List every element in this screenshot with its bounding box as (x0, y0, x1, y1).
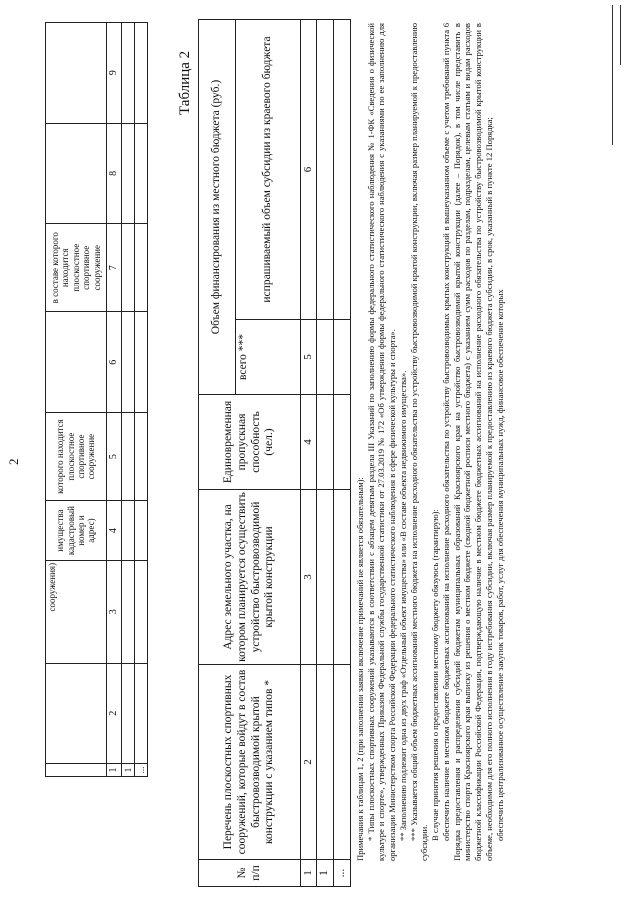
header-list: Перечень плоскостных спортивных сооружений, которые войдут в состав быстровозводимой крытой конструкции с указанием типов * (199, 665, 301, 860)
table-1-header-cell: в составе которого находится плоскостное спортивное сооружение (46, 224, 107, 312)
table-1-cell (121, 312, 134, 413)
table-1-cell (121, 663, 134, 764)
table-row (317, 20, 334, 887)
table-1-cell (134, 123, 147, 224)
table-2-cell: ... (333, 860, 350, 887)
table-2-number-cell: 4 (301, 395, 317, 490)
header-capacity: Единовременная пропускная способность (чел.) (199, 395, 301, 490)
edge-line (612, 5, 613, 145)
table-2-number-cell: 5 (301, 320, 317, 395)
table-1-number-cell: 5 (107, 412, 122, 500)
table-1-number-cell: 9 (107, 23, 122, 124)
header-subsidy: испрашиваемый объем субсидии из краевого бюджета (236, 20, 301, 320)
table-2-number-cell: 3 (301, 490, 317, 665)
guarantee-intro: В случае принятия решения о предоставлении местному бюджету обязуюсь (гарантирую): (430, 509, 441, 841)
table-1-header-cell (46, 312, 107, 413)
table-2-header-row (199, 20, 236, 887)
table-1-header-cell: которого находится плоскостное спортивное сооружение (46, 412, 107, 500)
table-1-number-cell: 3 (107, 560, 122, 663)
table-1-cell (121, 501, 134, 561)
edge-line (620, 5, 621, 65)
table-1-cell (121, 224, 134, 312)
note-fill: ** Заполнению подлежит одна из двух граф «Отдельный объект имущества» или «В составе объекта недвижимого имущества». (397, 370, 408, 841)
table-2-cell (333, 395, 350, 490)
table-2-cell (317, 320, 334, 395)
table-1-number-cell: 4 (107, 501, 122, 561)
table-1-number-cell: 6 (107, 312, 122, 413)
table-2-cell: 1 (317, 860, 334, 887)
table-1-cell (134, 312, 147, 413)
table-1-cell (121, 412, 134, 500)
table-1-header-cell: имущества кадастровый номер и адрес) (46, 501, 107, 561)
guarantee-budget: обеспечить наличие в местном бюджете бюджетных ассигнований на исполнение расходного обязательства по устройству быстровозводимых крытых конструкций в вышеуказанном объеме с учетом требований пункта 6 Порядка предоставления и распределения субсидий бюджетам муниципальных образований Красноярского края на устройство быстровозводимой крытой конструкции (далее – Порядок), в том числе представить в министерство спорта Красноярского края выписку из решения о местном бюджете (сводной бюджетной росписи местного бюджета) с указанием сумм расходов по разделам, подразделам, целевым статьям и видам расходов бюджетной классификации Российской Федерации, подтверждающую наличие в местном бюджете бюджетных ассигнований на исполнение расходного обязательства по устройству быстровозводимой крытой конструкции в объеме, необходимом для его полного исполнения в году истребования субсидии, включая размер планируемой к предоставлению из краевого бюджета субсидии, в срок, указанный в пункте 12 Порядка; (440, 23, 494, 861)
table-1-header-cell (46, 23, 107, 124)
table-1-cell (121, 560, 134, 663)
table-1-number-cell: 7 (107, 224, 122, 312)
table-2-cell (333, 20, 350, 320)
table-1-cell (134, 501, 147, 561)
header-total: всего *** (236, 320, 301, 395)
table-1-cell (134, 23, 147, 124)
table-2-cell (333, 320, 350, 395)
table-1-header-cell (46, 663, 107, 764)
table-2-number-cell: 1 (301, 860, 317, 887)
table-row (333, 20, 350, 887)
table-1-number-row (107, 23, 122, 777)
table-2-cell (317, 490, 334, 665)
table-2-cell (333, 665, 350, 860)
page-number: 2 (6, 458, 21, 465)
table-2-cell (317, 665, 334, 860)
table-1-header-row (46, 23, 107, 777)
table-1-cell (134, 560, 147, 663)
table-1-header-cell (46, 764, 107, 777)
table-1-number-cell: 2 (107, 663, 122, 764)
table-2-number-cell: 2 (301, 665, 317, 860)
notes-section (355, 23, 505, 861)
table-1-cell: ... (134, 764, 147, 777)
table-1 (45, 22, 148, 777)
table-2-cell (317, 395, 334, 490)
table-2-cell (333, 490, 350, 665)
table-1-cell (121, 23, 134, 124)
note-types: * Типы плоскостных спортивных сооружений указываются в соответствии с абзацем девятым раздела III Указаний по заполнению формы федерального статистического наблюдения № 1-ФК «Сведения о физической культуре и спорте», утвержденных Приказом Федеральной службы государственной статистики от 27.03.2019 № 172 «Об утверждении формы федерального статистического наблюдения с указаниями по ее заполнению для организации Министерством спорта Российской Федерации федерального статистического наблюдения в сфере физической культуры и спорта». (365, 23, 398, 861)
table-2-title: Таблица 2 (177, 50, 193, 115)
header-num: № п/п (199, 860, 301, 887)
header-address: Адрес земельного участка, на котором планируется осуществить устройство быстровозводимой крытой конструкции (199, 490, 301, 665)
header-financing: Объем финансирования из местного бюджета (руб.) (199, 20, 236, 395)
table-1-header-cell (46, 123, 107, 224)
note-total: *** Указывается общий объем бюджетных ассигнований местного бюджета на исполнение расходного обязательства по устройству быстровозводимой крытой конструкции, включая размер планируемой к предоставлению субсидии. (408, 23, 430, 861)
table-1-cell (134, 412, 147, 500)
table-1-cell: 1 (121, 764, 134, 777)
notes-heading: Примечания к таблицам 1, 2 (при заполнении заявки включение примечаний не является обязательным): (355, 477, 365, 861)
table-2-cell (317, 20, 334, 320)
table-2-number-row (301, 20, 317, 887)
table-1-number-cell: 8 (107, 123, 122, 224)
table-2 (198, 19, 351, 887)
table-1-header-cell: сооружения) (46, 560, 107, 663)
guarantee-procurement: обеспечить централизованное осуществление закупок товаров, работ, услуг для обеспечения муниципальных нужд, финансовое обеспечение которых (494, 289, 505, 841)
table-2-number-cell: 6 (301, 20, 317, 320)
table-1-cell (134, 224, 147, 312)
table-row (134, 23, 147, 777)
table-1-cell (134, 663, 147, 764)
table-1-number-cell: 1 (107, 764, 122, 777)
table-row (121, 23, 134, 777)
table-1-cell (121, 123, 134, 224)
